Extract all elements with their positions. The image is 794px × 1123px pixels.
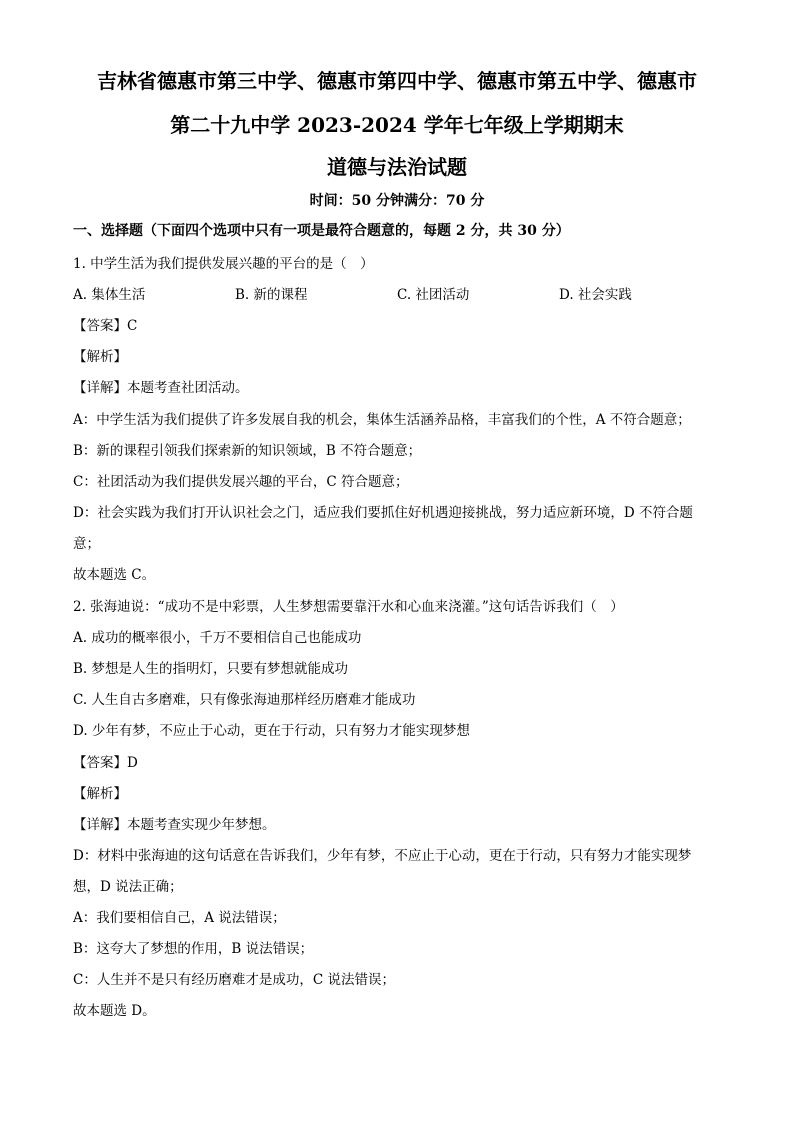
exam-title-line-2: 第二十九中学 2023-2024 学年七年级上学期期末	[170, 113, 624, 137]
question-2-option-d: D. 少年有梦，不应止于心动，更在于行动，只有努力才能实现梦想	[73, 723, 470, 739]
question-2-conclusion: 故本题选 D。	[73, 1003, 156, 1019]
question-2-option-c: C. 人生自古多磨难，只有像张海迪那样经历磨难才能成功	[73, 692, 416, 708]
exam-subject-title: 道德与法治试题	[327, 155, 467, 179]
question-2-stem: 2. 张海迪说：“成功不是中彩票，人生梦想需要靠汗水和心血来浇灌。”这句话告诉我们（ ）	[73, 599, 624, 615]
question-1-detail: 【详解】本题考查社团活动。	[73, 380, 249, 396]
exam-time-info: 时间：50 分钟满分：70 分	[309, 193, 485, 209]
question-2-explain-b: B：这夸大了梦想的作用，B 说法错误；	[73, 941, 314, 957]
question-1-explain-c: C：社团活动为我们提供发展兴趣的平台，C 符合题意；	[73, 474, 409, 490]
question-1-answer: 【答案】C	[73, 318, 138, 334]
question-2-detail: 【详解】本题考查实现少年梦想。	[73, 817, 276, 833]
question-1-explain-d-line-1: D：社会实践为我们打开认识社会之门，适应我们要抓住好机遇迎接挑战，努力适应新环境，D 不符合题	[73, 505, 693, 521]
question-2-explain-d-line-1: D：材料中张海迪的这句话意在告诉我们，少年有梦，不应止于心动，更在于行动，只有努力才能实现梦	[73, 848, 692, 864]
question-1-analysis-label: 【解析】	[73, 349, 127, 365]
question-1-explain-a: A：中学生活为我们提供了许多发展自我的机会，集体生活涵养品格，丰富我们的个性，A 不符合题意；	[73, 412, 691, 428]
question-1-option-d: D. 社会实践	[559, 287, 632, 303]
question-1-option-a: A. 集体生活	[73, 287, 146, 303]
question-1-explain-b: B：新的课程引领我们探索新的知识领域，B 不符合题意；	[73, 443, 422, 459]
question-2-answer: 【答案】D	[73, 755, 138, 771]
question-2-option-a: A. 成功的概率很小，千万不要相信自己也能成功	[73, 630, 362, 646]
section-heading: 一、选择题（下面四个选项中只有一项是最符合题意的，每题 2 分，共 30 分）	[73, 223, 570, 239]
question-2-explain-c: C：人生并不是只有经历磨难才是成功，C 说法错误；	[73, 972, 395, 988]
question-1-stem: 1. 中学生活为我们提供发展兴趣的平台的是（ ）	[73, 256, 374, 272]
question-1-option-c: C. 社团活动	[397, 287, 470, 303]
question-2-explain-a: A：我们要相信自己，A 说法错误；	[73, 910, 286, 926]
question-1-conclusion: 故本题选 C。	[73, 567, 156, 583]
question-1-explain-d-line-2: 意；	[73, 536, 100, 552]
exam-title-line-1: 吉林省德惠市第三中学、德惠市第四中学、德惠市第五中学、德惠市	[97, 69, 697, 93]
question-2-explain-d-line-2: 想，D 说法正确；	[73, 879, 183, 895]
question-2-option-b: B. 梦想是人生的指明灯，只要有梦想就能成功	[73, 661, 349, 677]
question-2-analysis-label: 【解析】	[73, 786, 127, 802]
question-1-option-b: B. 新的课程	[235, 287, 308, 303]
